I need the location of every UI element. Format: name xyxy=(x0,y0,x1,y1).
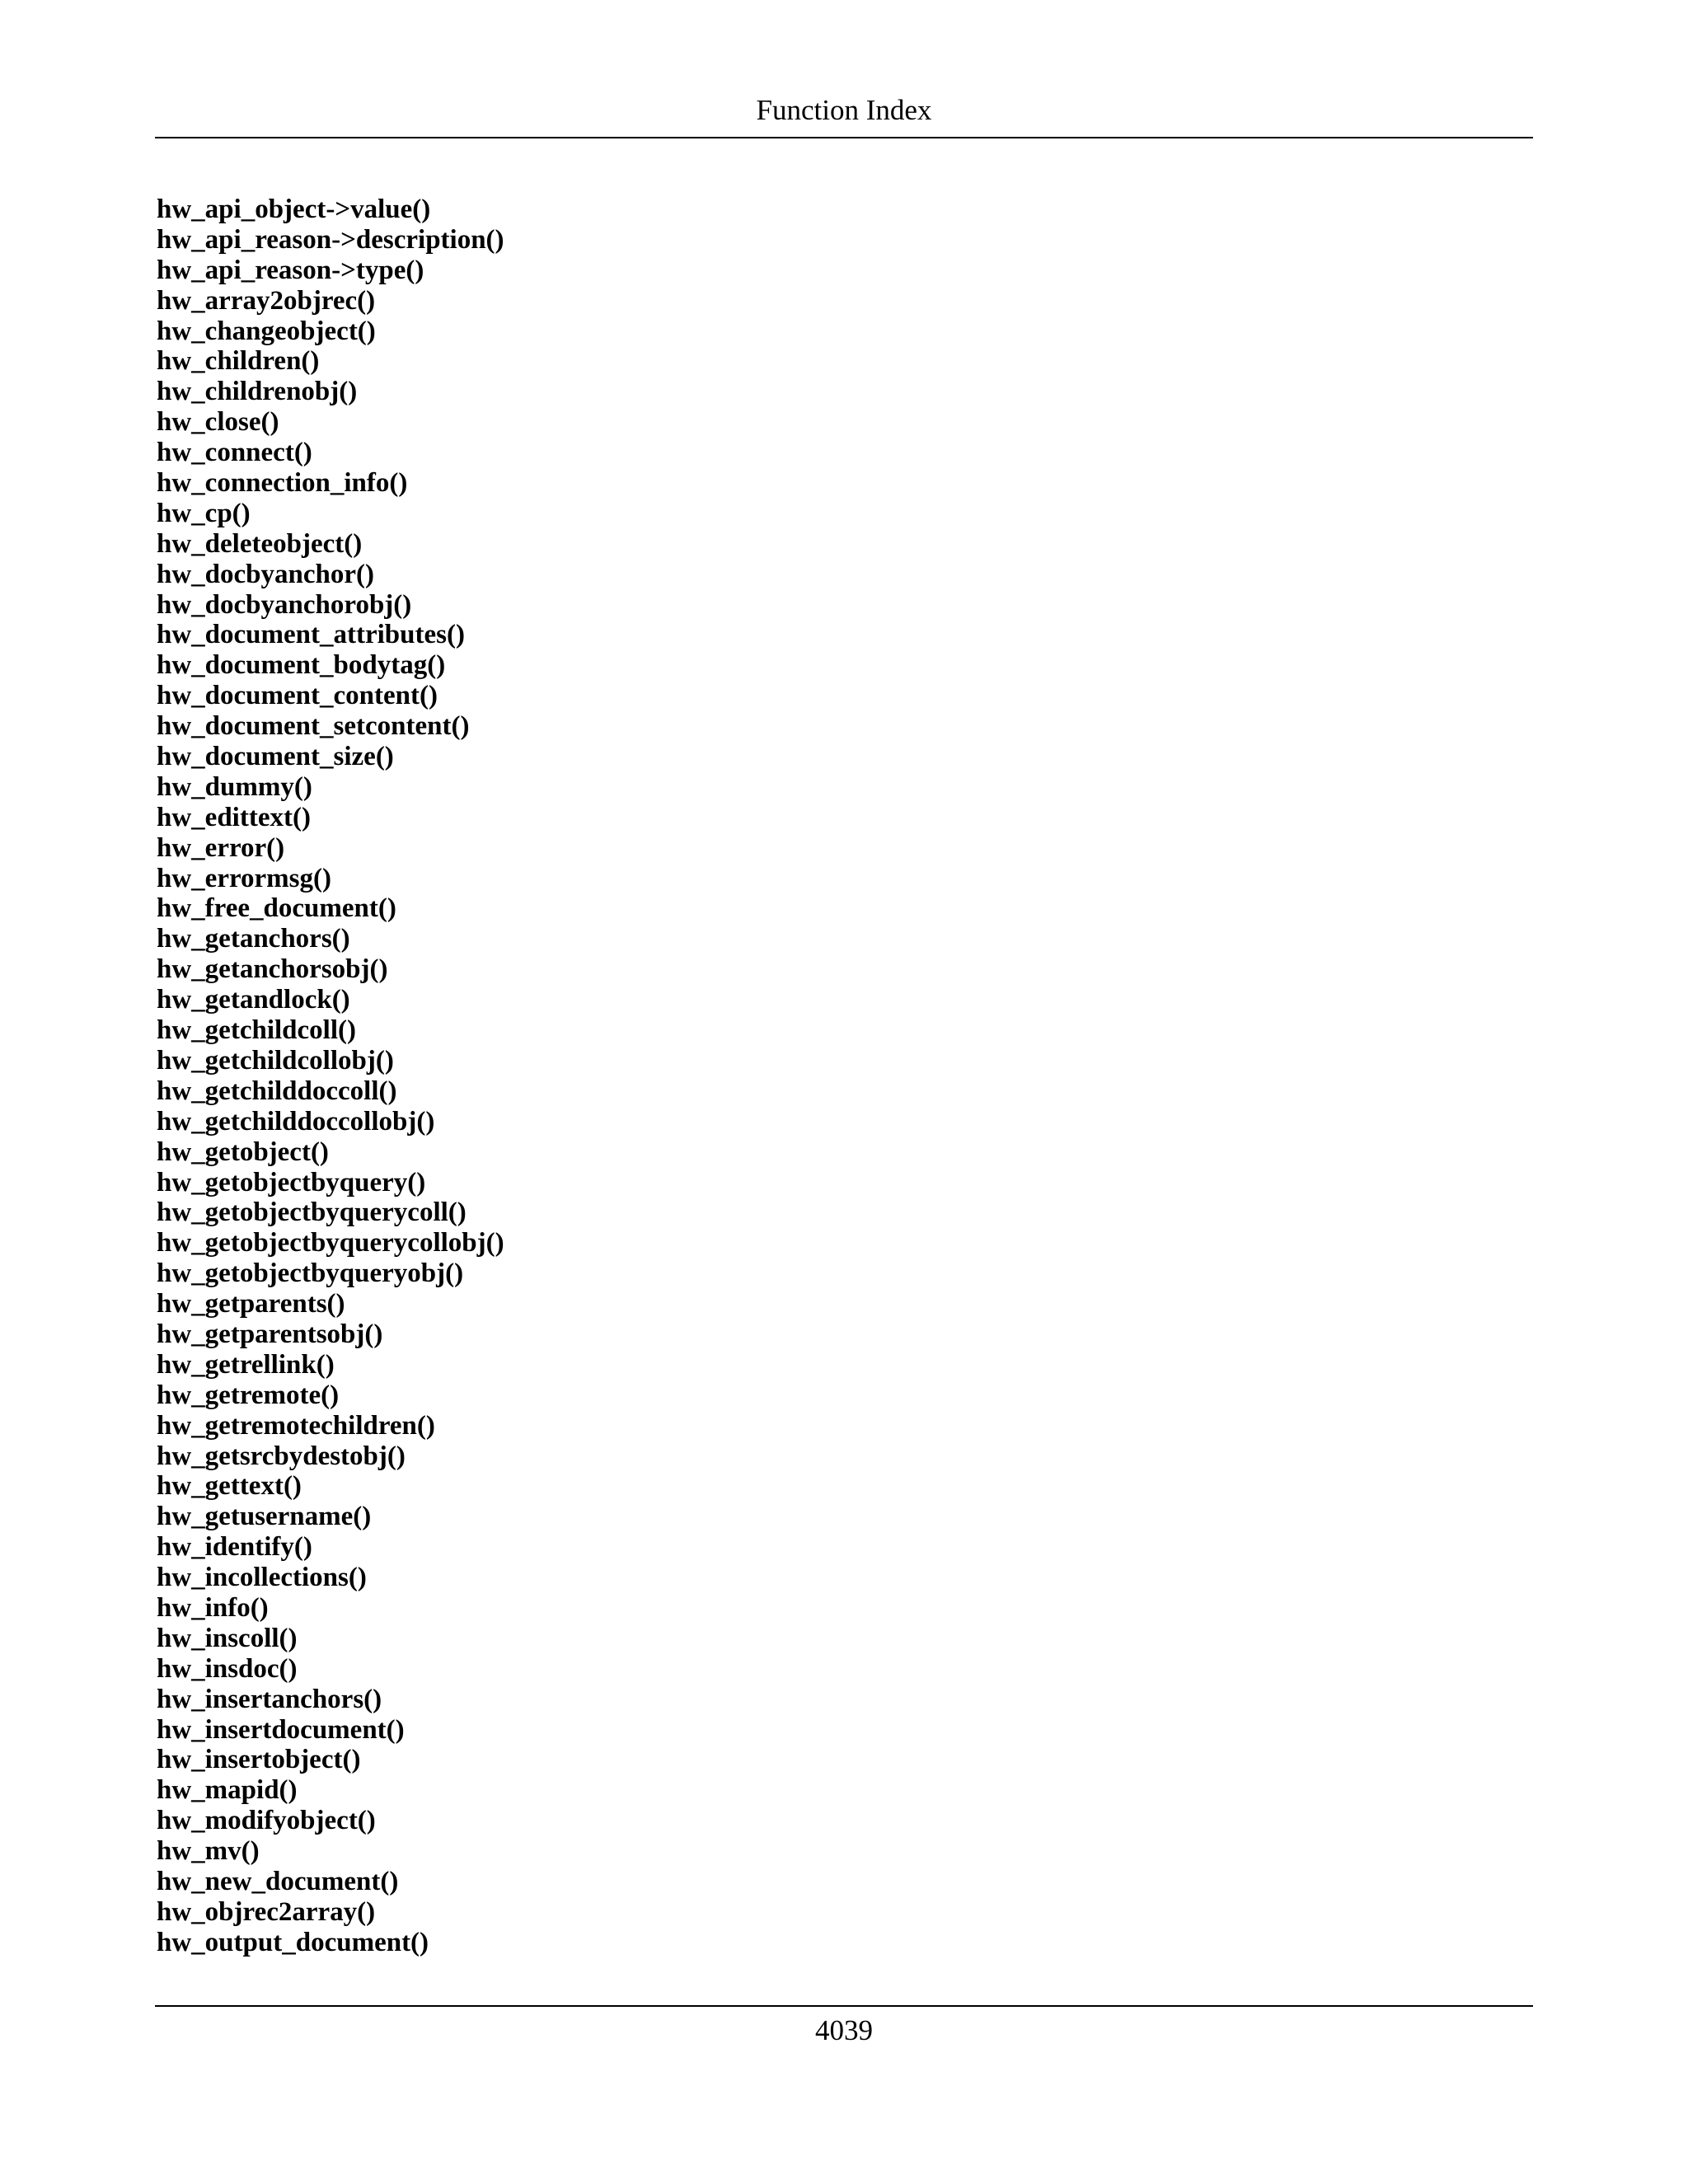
function-entry: hw_getobjectbyquerycoll() xyxy=(157,1197,467,1228)
function-entry: hw_cp() xyxy=(157,498,251,528)
function-entry: hw_close() xyxy=(157,407,279,438)
page-header-title: Function Index xyxy=(756,94,932,126)
function-entry: hw_getremotechildren() xyxy=(157,1410,435,1441)
function-entry: hw_free_document() xyxy=(157,893,396,924)
function-entry: hw_errormsg() xyxy=(157,863,331,893)
function-entry: hw_getparents() xyxy=(157,1289,345,1319)
function-entry: hw_getchildcollobj() xyxy=(157,1045,394,1076)
function-entry: hw_connection_info() xyxy=(157,468,408,499)
function-entry: hw_getobjectbyqueryobj() xyxy=(157,1258,464,1289)
function-entry: hw_childrenobj() xyxy=(157,377,358,407)
function-entry: hw_api_reason->description() xyxy=(157,224,504,255)
function-entry: hw_getparentsobj() xyxy=(157,1319,383,1349)
function-entry: hw_api_object->value() xyxy=(157,194,431,224)
function-entry: hw_mv() xyxy=(157,1836,260,1867)
function-entry: hw_document_bodytag() xyxy=(157,650,446,681)
function-entry: hw_getremote() xyxy=(157,1380,340,1410)
function-entry: hw_children() xyxy=(157,346,320,377)
function-entry: hw_info() xyxy=(157,1592,269,1623)
function-entry: hw_getusername() xyxy=(157,1502,372,1532)
function-entry: hw_getobjectbyquerycollobj() xyxy=(157,1228,504,1258)
function-entry: hw_identify() xyxy=(157,1532,312,1563)
function-entry: hw_insertobject() xyxy=(157,1745,361,1775)
function-entry: hw_dummy() xyxy=(157,771,312,802)
function-entry: hw_deleteobject() xyxy=(157,528,363,559)
function-entry: hw_insertdocument() xyxy=(157,1714,405,1745)
function-entry: hw_getsrcbydestobj() xyxy=(157,1441,406,1471)
function-entry: hw_getobjectbyquery() xyxy=(157,1167,426,1197)
function-entry: hw_output_document() xyxy=(157,1927,429,1957)
function-entry: hw_api_reason->type() xyxy=(157,255,424,285)
function-entry: hw_getobject() xyxy=(157,1137,329,1167)
function-entry: hw_insdoc() xyxy=(157,1653,298,1684)
function-entry: hw_objrec2array() xyxy=(157,1896,376,1927)
function-entry: hw_getanchorsobj() xyxy=(157,954,388,985)
function-entry: hw_new_document() xyxy=(157,1866,399,1896)
function-entry: hw_getanchors() xyxy=(157,924,350,954)
function-entry: hw_connect() xyxy=(157,438,312,468)
function-entry: hw_modifyobject() xyxy=(157,1806,376,1836)
function-entry: hw_array2objrec() xyxy=(157,285,376,316)
function-entry: hw_changeobject() xyxy=(157,316,376,346)
function-entry: hw_docbyanchorobj() xyxy=(157,589,412,620)
function-entry: hw_insertanchors() xyxy=(157,1684,382,1714)
function-index-list xyxy=(157,194,504,1958)
function-entry: hw_gettext() xyxy=(157,1471,302,1502)
function-entry: hw_mapid() xyxy=(157,1775,298,1806)
function-entry: hw_getrellink() xyxy=(157,1349,335,1380)
footer-divider xyxy=(155,2005,1533,2007)
function-entry: hw_inscoll() xyxy=(157,1623,298,1653)
function-entry: hw_document_setcontent() xyxy=(157,711,470,742)
header-divider xyxy=(155,137,1533,138)
function-entry: hw_docbyanchor() xyxy=(157,559,375,589)
page-number: 4039 xyxy=(815,2014,873,2046)
function-entry: hw_document_size() xyxy=(157,742,394,772)
function-entry: hw_getandlock() xyxy=(157,985,350,1015)
function-entry: hw_getchilddoccollobj() xyxy=(157,1106,435,1137)
function-entry: hw_document_attributes() xyxy=(157,620,465,650)
function-entry: hw_getchildcoll() xyxy=(157,1015,356,1046)
function-entry: hw_incollections() xyxy=(157,1563,367,1593)
function-entry: hw_document_content() xyxy=(157,681,438,711)
function-entry: hw_edittext() xyxy=(157,802,311,832)
function-entry: hw_getchilddoccoll() xyxy=(157,1076,397,1106)
function-entry: hw_error() xyxy=(157,832,285,863)
